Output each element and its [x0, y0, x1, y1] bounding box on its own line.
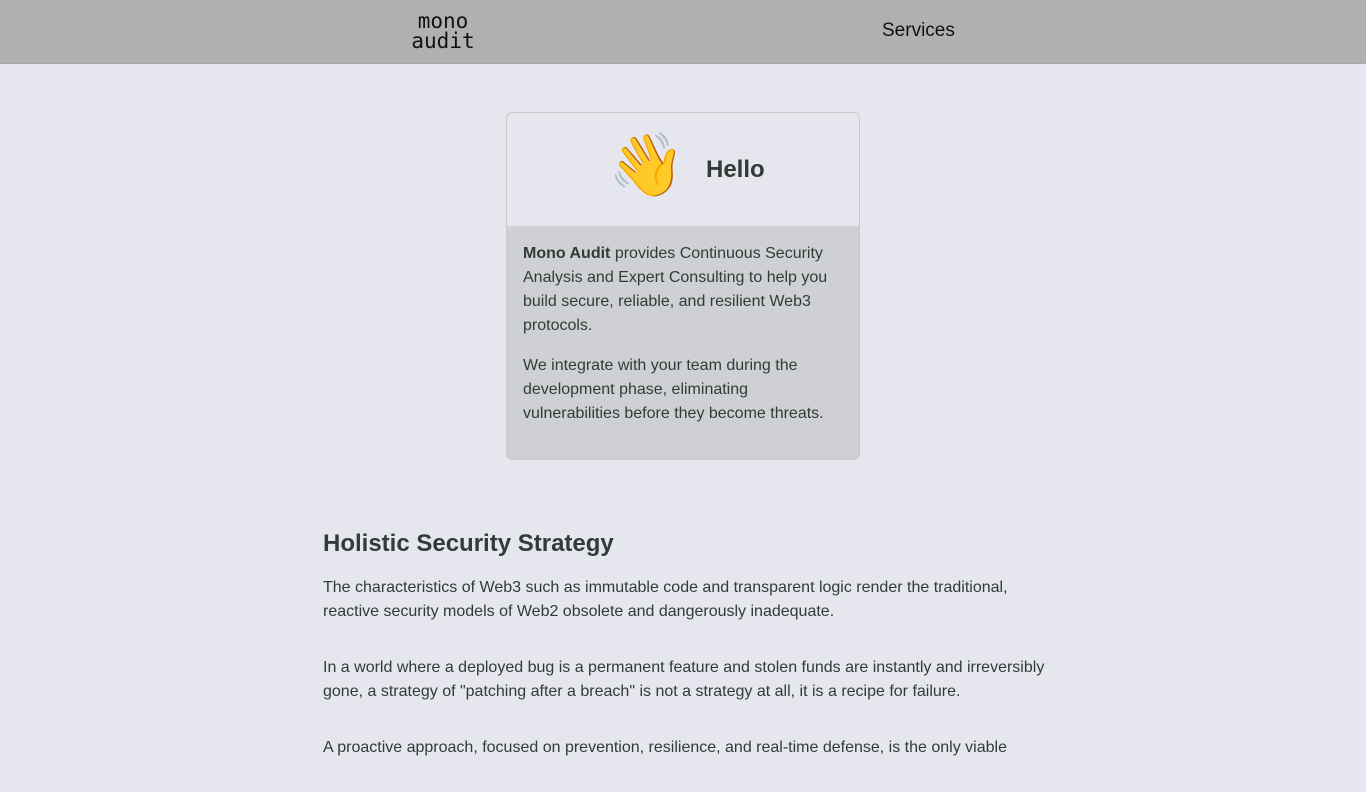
intro-text: provides Continuous Security Analysis and Expert Consulting to help you build secure, reliable, and resilient Web3 protocols. [523, 245, 828, 334]
nav-services-link[interactable]: Services [882, 20, 955, 41]
integration-paragraph: We integrate with your team during the development phase, eliminating vulnerabilities before they become threats. [523, 357, 824, 422]
hello-card-body [507, 227, 859, 457]
hello-card [506, 112, 860, 460]
logo-line-1: mono [417, 9, 469, 33]
section-heading: Holistic Security Strategy [323, 530, 614, 557]
top-navigation-bar [0, 0, 1366, 64]
logo-link[interactable] [410, 11, 476, 51]
hello-card-header [507, 113, 859, 227]
section-paragraph: A proactive approach, focused on prevention, resilience, and real-time defense, is the only viable [323, 739, 1007, 756]
intro-paragraph [523, 242, 843, 338]
section-paragraph: The characteristics of Web3 such as immutable code and transparent logic render the traditional, reactive security models of Web2 obsolete and dangerously inadequate. [323, 579, 1008, 620]
waving-hand-icon: 👋 [608, 131, 686, 200]
section-paragraph: In a world where a deployed bug is a permanent feature and stolen funds are instantly and irreversibly gone, a strategy of "patching after a breach" is not a strategy at all, it is a recipe for failure. [323, 659, 1045, 700]
brand-name: Mono Audit [523, 245, 611, 262]
logo-line-2: audit [411, 29, 475, 53]
holistic-strategy-section [323, 528, 1053, 792]
hello-title: Hello [706, 156, 765, 183]
